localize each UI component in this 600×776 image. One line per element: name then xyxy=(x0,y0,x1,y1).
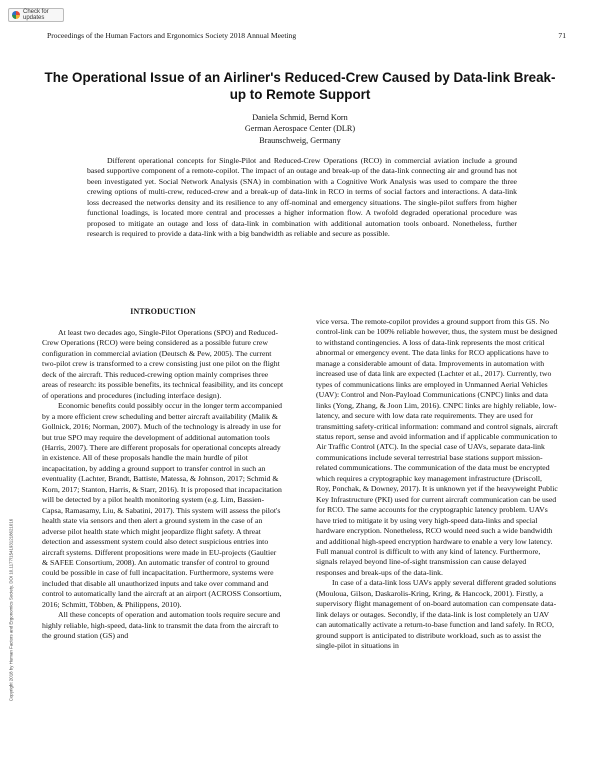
check-for-updates-badge[interactable] xyxy=(8,8,64,22)
body-paragraph: Economic benefits could possibly occur in the longer term accompanied by a more efficient crew scheduling and better aircraft availability (Malik & Gollnick, 2016; Norman, 2007). Much of the technology is already in use for but true SPO may require the development of additional automation tools (Harris, 2007). There are different proposals for operational concepts already in existence. All of these proposals handle the main hurdle of pilot incapacitation, by adding a ground support to transfer control in such an eventuality (Lachter, Brandt, Battiste, Matessa, & Johnson, 2017; Schmid & Korn, 2017; Stanton, Harris, & Starr, 2016). It is proposed that incapacitation will be detected by a pilot health monitoring system (e.g. Lim, Bassien-Capsa, Ramasamy, Liu, & Sabatini, 2017). This system will assess the pilot's health state via sensors and then alert a ground system in the case of an adverse pilot health state which might jeopardize flight safety. A threat detection and assessment system could also detect suspicious entries into aircraft systems. Different propositions were made in EU-projects (Gaultier & SAFEE Consortium, 2008). An automatic transfer of control to ground could be possible in case of full incapacitation. Furthermore, systems were included that disable all unauthorized inputs and take over command and control to automatically land the aircraft at an airport (ACROSS Consortium, 2016; Schmitt, Többen, & Philippens, 2010). xyxy=(42,401,283,609)
copyright-text: Copyright 2018 by Human Factors and Ergonomics Society. DOI 10.1177/1541931218621016 xyxy=(8,518,14,702)
author-block xyxy=(100,112,500,146)
right-column xyxy=(316,317,558,652)
body-paragraph: In case of a data-link loss UAVs apply several different graded solutions (Mouloua, Gilson, Daskarolis-Kring, Kring, & Hancock, 2001). Firstly, a supervisory flight management of on-board automation can compensate data-link delays or outages. Secondly, if the data-link is lost completely an UAV can automatically activate a return-to-base function and land safely. In RCO, ground support is anticipated to distribute workload, such as to assist the single-pilot in situations in xyxy=(316,578,557,651)
author-affiliation: German Aerospace Center (DLR) xyxy=(244,124,356,134)
author-names: Daniela Schmid, Bernd Korn xyxy=(252,113,348,122)
body-paragraph: At least two decades ago, Single-Pilot Operations (SPO) and Reduced-Crew Operations (RCO) were being considered as a possible future crew configuration in commercial aviation (Deutsch & Pew, 2005). The current two-pilot crew is transformed to a crew consisting just one pilot on the flight deck of the aircraft. This reduced-crewing option mainly comprises three areas of research: its possible benefits, its technical feasibility, and its concept of operations and procedures (including interface design). xyxy=(42,328,284,400)
left-column xyxy=(42,307,284,642)
body-paragraph: All these concepts of operation and automation tools require secure and highly reliable, high-speed, data-link to transmit the data from the aircraft to the ground station (GS) and xyxy=(42,610,281,641)
body-paragraph: vice versa. The remote-copilot provides a ground support from this GS. No control-link can be 100% reliable however, thus, the system must be designed to withstand contingencies. A loss of data-link represents the most critical abnormal or emergency event. The data links for RCO applications have to manage a considerable amount of data. Improvements in automation with increased use of data link are expected (Lachter et al., 2017). Currently, two types of communications links are employed in Unmanned Aerial Vehicles (UAV): Control and Non-Payload Communications (CNPC) links and data links (Yong, Zhang, & Joon Lim, 2016). CNPC links are highly reliable, low-latency, and secure with low data rate requirements. They are used for transmitting safety-critical information: command and control signals, aircraft status report, sense and avoid information and if applicable communication to Air Traffic Control (ATC). In the special case of UAVs, separate data-link communications include several terrestrial base stations support mission-related communications. The communication of the data must be encrypted which requires a cryptographic key management infrastructure (Driscoll, Roy, Ponchak, & Downey, 2017). It is unknown yet if the heavyweight Public Key Infrastructure (PKI) used for current aircraft communication can be used for RCO. The same accounts for the cryptographic latency problem. UAVs have tried to mitigate it by using very high-speed data-links and special hardware encryption. Nonetheless, RCO would need such a wide bandwidth and additional high-speed encryption hardware to enable a very low latency. Full manual control is difficult to with any kind of latency. Furthermore, signals relayed beyond line-of-sight transmission can cause delayed responses and break-ups of the data-link. xyxy=(316,317,558,577)
badge-label: Check for updates xyxy=(23,9,49,21)
abstract: Different operational concepts for Single-Pilot and Reduced-Crew Operations (RCO) in commercial aviation include a ground based supportive component of a remote-copilot. The impact of an outage and break-up of the data-link connecting air and ground has not been investigated yet. Social Network Analysis (SNA) in combination with a Cognitive Work Analysis was used to compare the three crewing options of multi-crew, reduced-crew and a break-up of data-link in RCO in terms of social factors and interactions. A data-link loss decreased the networks density and its resilience to any off-nominal and emergency situations. The single-pilot suffers from higher functional loadings, is located more central and processes a higher information flow. A twofold degraded operational procedure was proposed to mitigate an outage and loss of data-link in combination with additional automation tools onboard. Nonetheless, further research is required to provide a data-link with a big bandwidth as reliable and secure as possible. xyxy=(87,156,517,239)
section-heading-introduction: INTRODUCTION xyxy=(130,307,196,316)
journal-name: Proceedings of the Human Factors and Ergonomics Society 2018 Annual Meeting xyxy=(47,31,297,40)
running-head xyxy=(47,31,566,40)
paper-title: The Operational Issue of an Airliner's Reduced-Crew Caused by Data-link Break-up to Remote Support xyxy=(44,70,556,102)
crossmark-icon xyxy=(12,11,20,19)
page-number: 71 xyxy=(558,31,566,40)
author-location: Braunschweig, Germany xyxy=(259,135,341,145)
copyright-side-note xyxy=(6,460,16,760)
